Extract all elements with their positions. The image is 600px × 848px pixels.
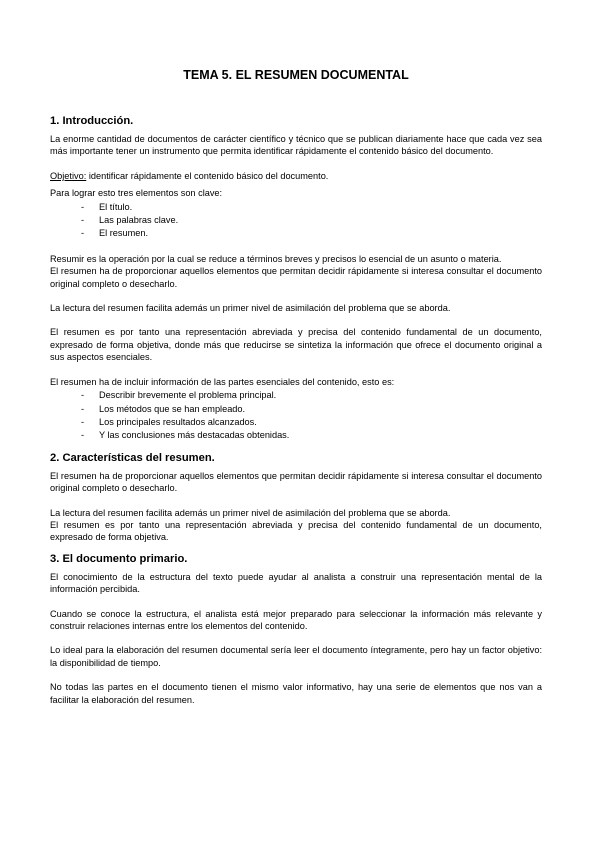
- document-body: [50, 68, 542, 706]
- list-item: - El título.: [50, 201, 542, 214]
- objective-label: Objetivo:: [50, 170, 87, 181]
- paragraph: El resumen es por tanto una representación abreviada y precisa del contenido fundamental de un documento, expresado de forma objetiva, donde más que reducirse se sintetiza la información que ofrece el documento original a sus aspectos esenciales.: [50, 327, 542, 363]
- list-item: - Describir brevemente el problema principal.: [50, 389, 542, 402]
- section-introduccion: [50, 115, 542, 443]
- paragraph: El resumen ha de proporcionar aquellos elementos que permitan decidir rápidamente si interesa consultar el documento original completo o desecharlo.: [50, 266, 542, 289]
- section-heading: 3. El documento primario.: [50, 552, 188, 565]
- objective-paragraph: [50, 170, 542, 182]
- list-item: - Las palabras clave.: [50, 214, 542, 227]
- section-heading: 2. Características del resumen.: [50, 451, 215, 464]
- paragraph: El resumen es por tanto una representación abreviada y precisa del contenido fundamental de un documento, expresado de forma objetiva.: [50, 519, 542, 543]
- paragraph: No todas las partes en el documento tienen el mismo valor informativo, hay una serie de elementos que nos van a facilitar la elaboración del resumen.: [50, 682, 542, 705]
- paragraph: El conocimiento de la estructura del texto puede ayudar al analista a construir una representación mental de la información percibida.: [50, 571, 542, 595]
- list-item: - Y las conclusiones más destacadas obtenidas.: [50, 429, 542, 442]
- paragraph: El resumen ha de incluir información de las partes esenciales del contenido, esto es:: [50, 376, 395, 387]
- paragraph: Resumir es la operación por la cual se reduce a términos breves y precisos lo esencial de un asunto o materia.: [50, 253, 502, 264]
- paragraph: Para lograr esto tres elementos son clave:: [50, 188, 223, 199]
- paragraph: El resumen ha de proporcionar aquellos elementos que permitan decidir rápidamente si interesa consultar el documento original completo o desecharlo.: [50, 470, 542, 494]
- paragraph: Lo ideal para la elaboración del resumen documental sería leer el documento íntegramente, pero hay un factor objetivo: la disponibilidad de tiempo.: [50, 645, 542, 668]
- paragraph: Cuando se conoce la estructura, el analista está mejor preparado para seleccionar la información más relevante y construir relaciones internas entre los elementos del contenido.: [50, 608, 542, 631]
- objective-text: identificar rápidamente el contenido básico del documento.: [86, 170, 329, 181]
- list-item: - Los métodos que se han empleado.: [50, 403, 542, 416]
- section-caracteristicas: [50, 452, 542, 544]
- section-documento-primario: [50, 553, 542, 706]
- section-heading: 1. Introducción.: [50, 115, 134, 127]
- list-item: - Los principales resultados alcanzados.: [50, 416, 542, 429]
- paragraph: La enorme cantidad de documentos de carácter científico y técnico que se publican diariamente hace que cada vez sea más importante tener un instrumento que permita identificar rápidamente el contenido básico del documento.: [50, 134, 542, 157]
- list-item: - El resumen.: [50, 227, 542, 240]
- key-elements-list: [50, 201, 542, 241]
- essential-parts-list: [50, 389, 542, 443]
- paragraph: La lectura del resumen facilita además un primer nivel de asimilación del problema que se aborda.: [50, 303, 451, 314]
- document-title: TEMA 5. EL RESUMEN DOCUMENTAL: [183, 68, 409, 82]
- paragraph: La lectura del resumen facilita además un primer nivel de asimilación del problema que se aborda.: [50, 507, 451, 518]
